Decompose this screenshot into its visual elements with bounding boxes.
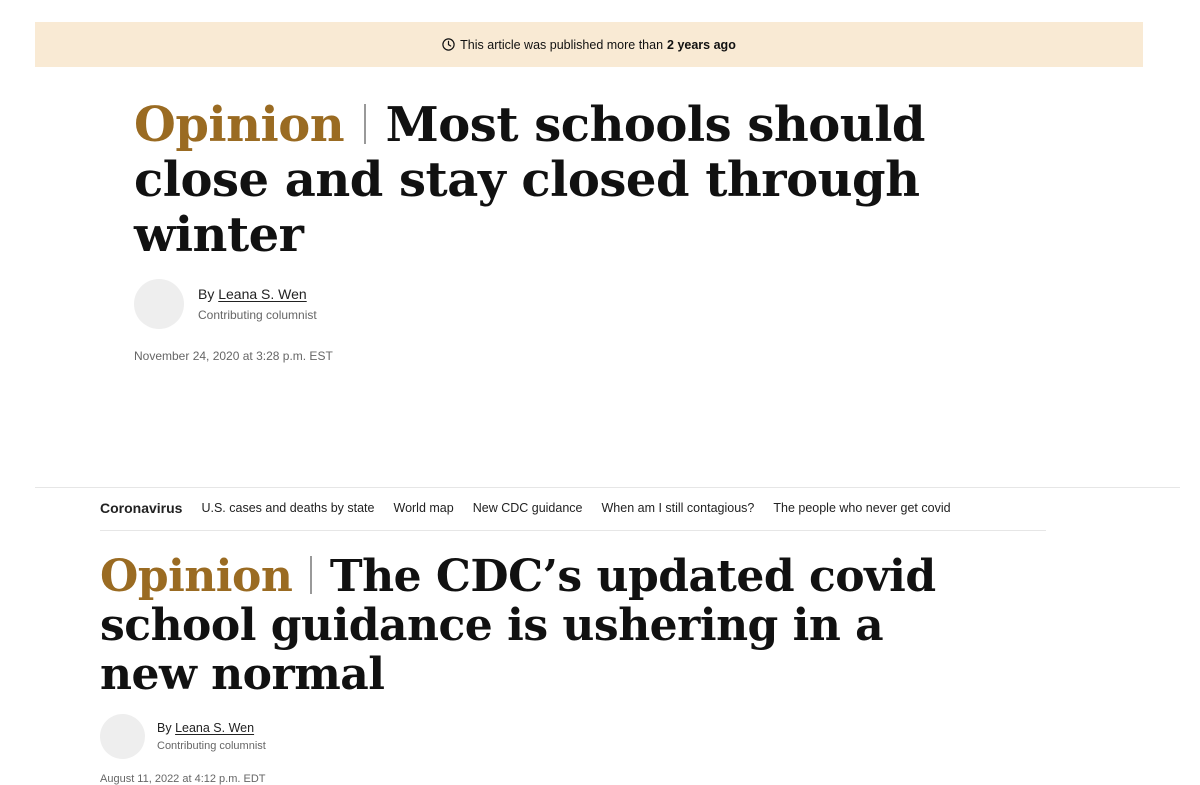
byline <box>134 279 1014 329</box>
published-notice-banner <box>35 22 1143 67</box>
by-prefix: By <box>157 721 172 735</box>
author-role: Contributing columnist <box>198 308 317 322</box>
headline-text: Most schools should close and stay closed through winter <box>134 97 925 263</box>
article-header-1 <box>134 98 1014 363</box>
topic-bar <box>100 495 970 521</box>
label-separator <box>364 104 366 144</box>
author-link[interactable]: Leana S. Wen <box>218 286 307 302</box>
byline <box>100 714 960 759</box>
headline-1 <box>134 98 1014 263</box>
clock-icon <box>442 38 455 51</box>
headline-text: The CDC’s updated covid school guidance is ushering in a new normal <box>100 551 936 700</box>
divider <box>100 530 1046 531</box>
topic-link-never-get-covid[interactable]: The people who never get covid <box>773 501 951 515</box>
label-separator <box>310 556 312 594</box>
author-role: Contributing columnist <box>157 740 266 752</box>
topic-link-cases-by-state[interactable]: U.S. cases and deaths by state <box>201 501 375 515</box>
topic-title[interactable]: Coronavirus <box>100 500 183 516</box>
topic-link-contagious[interactable]: When am I still contagious? <box>601 501 755 515</box>
notice-age: 2 years ago <box>667 37 736 52</box>
divider <box>35 487 1180 488</box>
by-prefix: By <box>198 286 215 302</box>
publish-date: August 11, 2022 at 4:12 p.m. EDT <box>100 773 266 785</box>
headline-2 <box>100 552 960 699</box>
article-header-2 <box>100 552 960 785</box>
author-link[interactable]: Leana S. Wen <box>175 721 255 735</box>
notice-text: This article was published more than <box>460 37 664 52</box>
opinion-label[interactable]: Opinion <box>134 97 345 153</box>
topic-link-cdc-guidance[interactable]: New CDC guidance <box>472 501 583 515</box>
topic-link-world-map[interactable]: World map <box>393 501 454 515</box>
publish-date: November 24, 2020 at 3:28 p.m. EST <box>134 349 333 363</box>
opinion-label[interactable]: Opinion <box>100 551 293 602</box>
author-avatar[interactable] <box>134 279 184 329</box>
author-avatar[interactable] <box>100 714 145 759</box>
